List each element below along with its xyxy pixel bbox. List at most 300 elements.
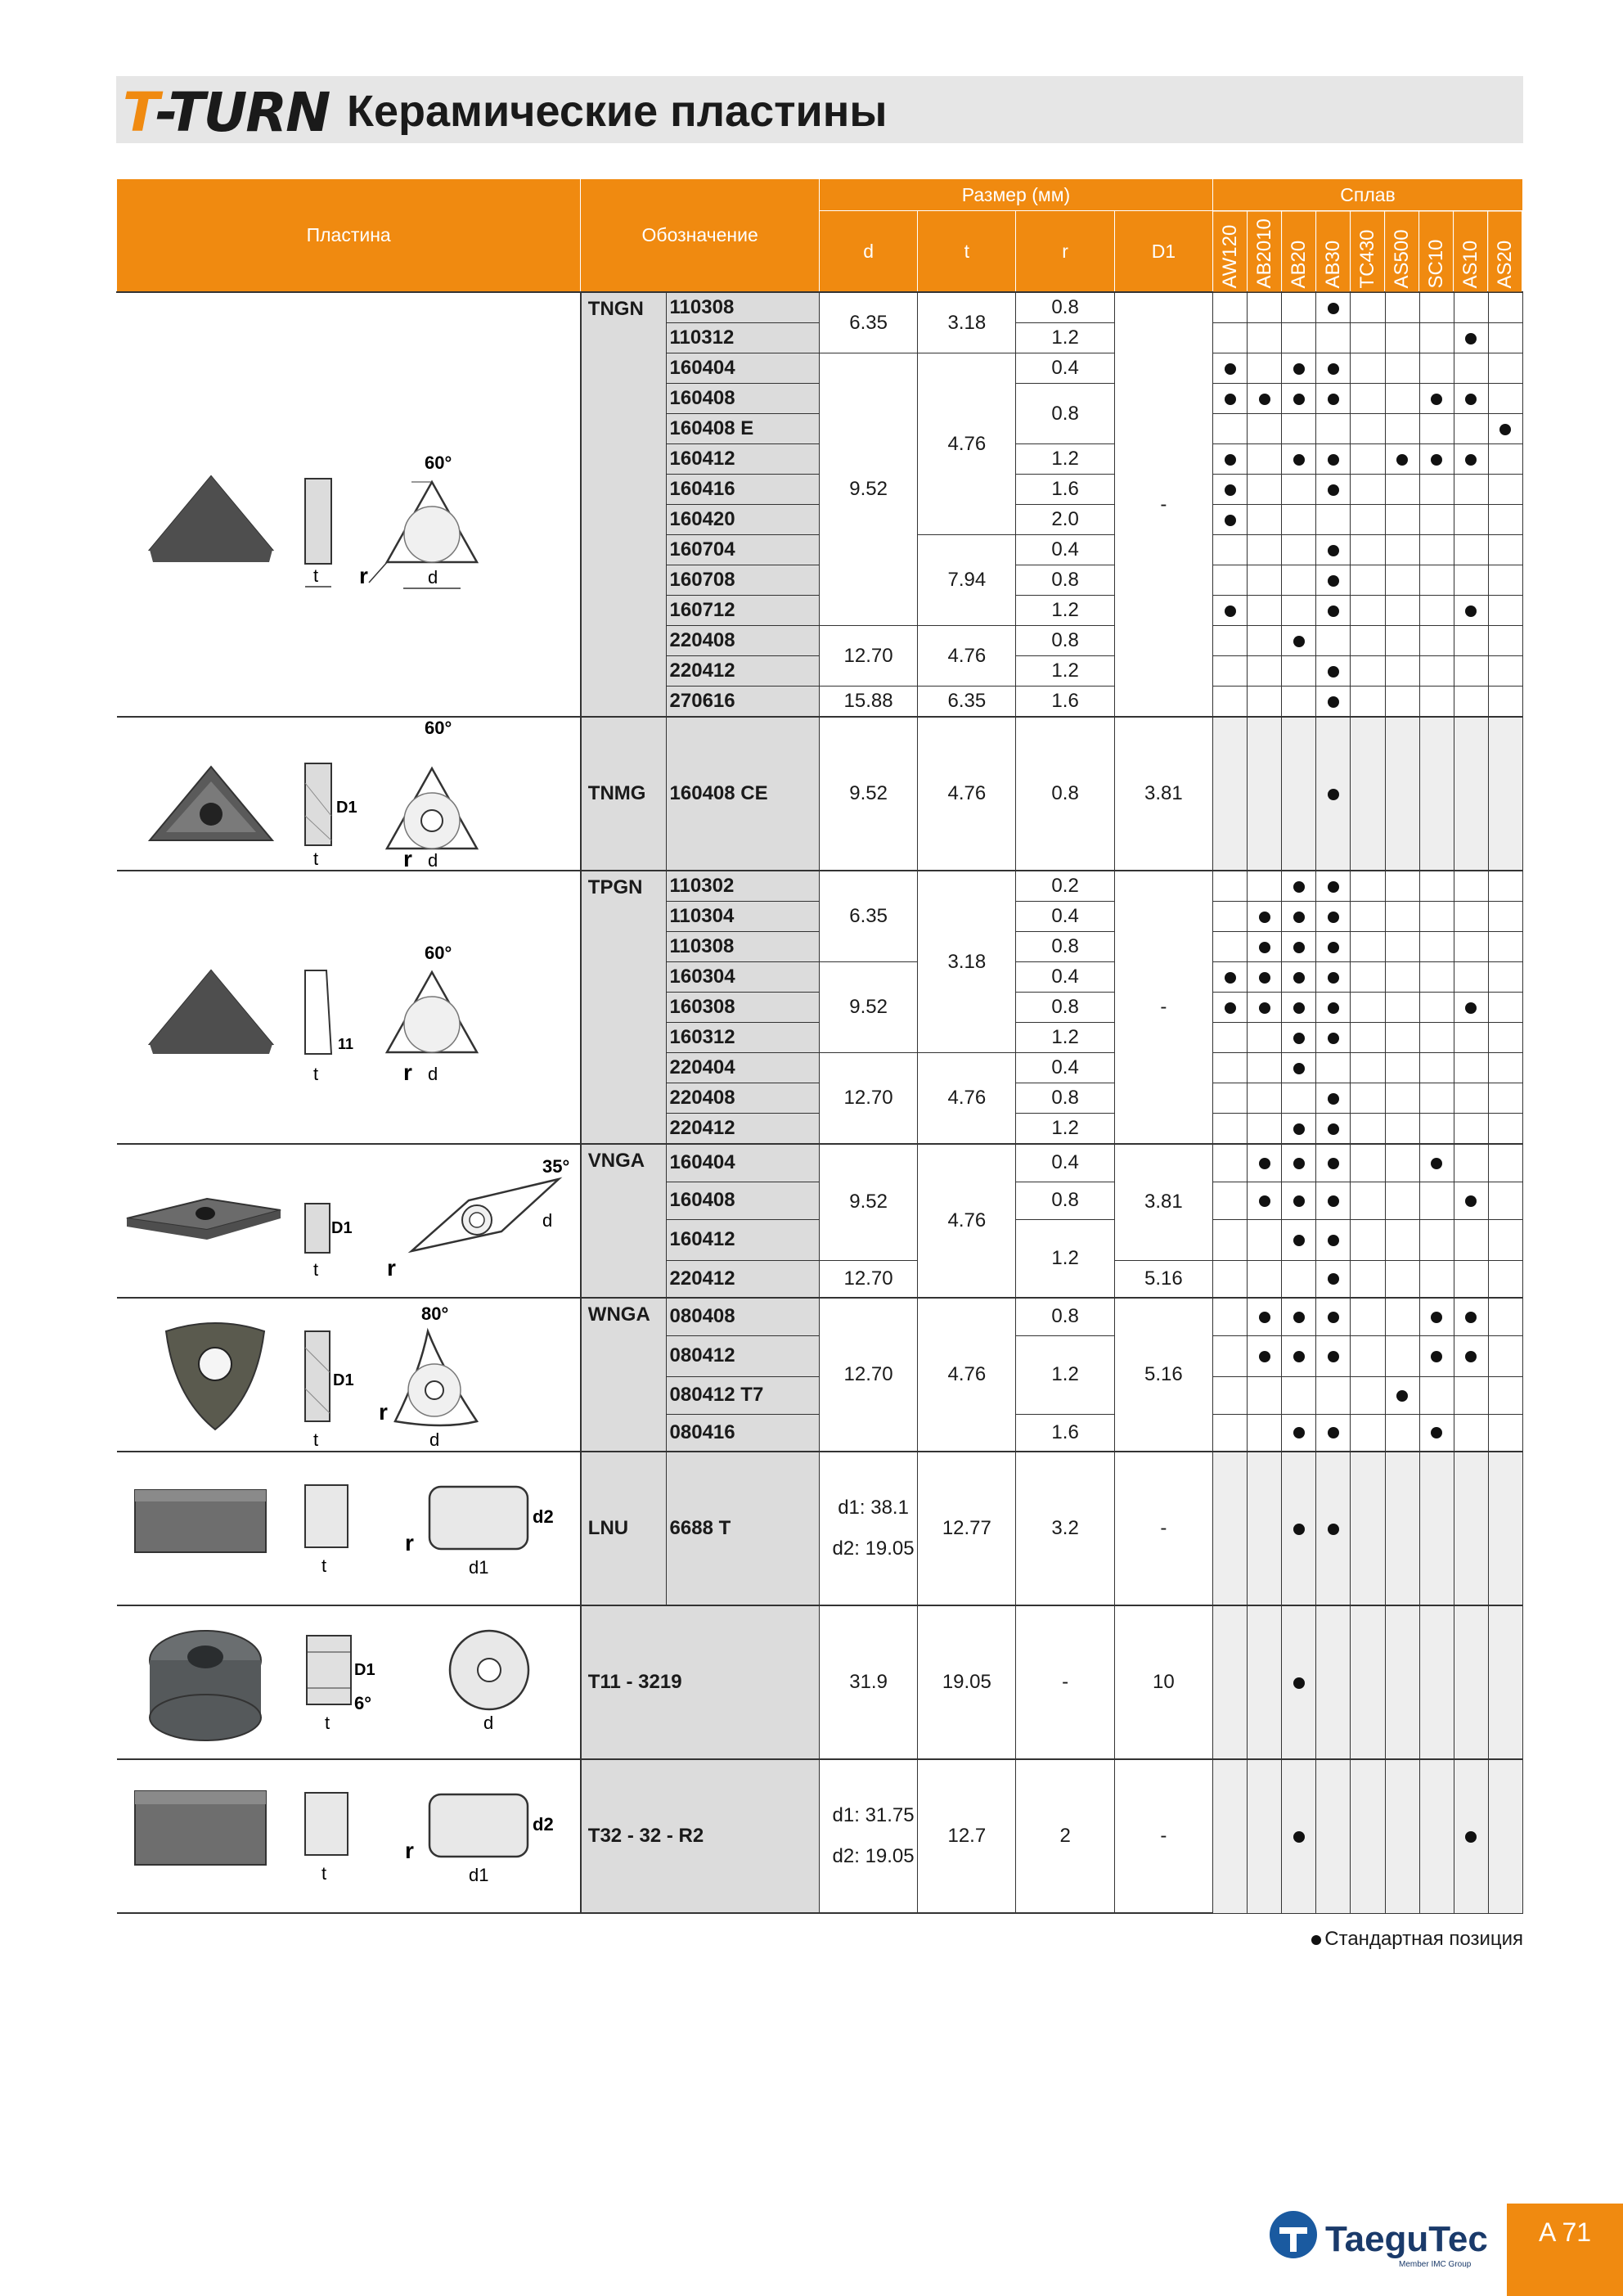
page-title: Керамические пластины [347,87,888,136]
standard-dot-icon [1328,789,1339,800]
alloy-cell [1419,1053,1454,1083]
family-name: TNMG [581,717,666,871]
alloy-cell [1351,475,1385,505]
cell-r: 1.2 [1016,1114,1114,1145]
page-number: A 71 [1507,2204,1623,2296]
alloy-cell [1351,1182,1385,1219]
alloy-cell [1385,414,1419,444]
alloy-cell [1213,414,1248,444]
alloy-cell [1385,902,1419,932]
standard-dot-icon [1431,1351,1442,1362]
alloy-cell [1351,962,1385,993]
alloy-cell [1282,1376,1316,1414]
alloy-cell [1248,656,1282,687]
alloy-cell [1488,323,1522,353]
alloy-cell [1316,902,1351,932]
angle-label: 80° [420,1303,448,1324]
cell-d1: d1: 38.1 [838,1497,909,1519]
standard-dot-icon [1465,1002,1477,1014]
alloy-cell [1488,565,1522,596]
standard-dot-icon [1499,424,1511,435]
alloy-cell [1488,353,1522,384]
alloy-cell [1316,596,1351,626]
standard-dot-icon [1259,394,1270,405]
alloy-cell [1351,596,1385,626]
alloy-cell [1419,1759,1454,1913]
alloy-cell [1282,1298,1316,1335]
standard-dot-icon [1311,1935,1321,1945]
alloy-cell [1316,1053,1351,1083]
alloy-cell [1419,1335,1454,1376]
cell-r: 1.6 [1016,687,1114,718]
cell-t: 12.7 [918,1759,1016,1913]
standard-dot-icon [1293,1235,1305,1246]
alloy-cell [1385,323,1419,353]
standard-dot-icon [1293,972,1305,984]
t32-drawing [117,1759,581,1913]
alloy-cell [1316,1452,1351,1605]
alloy-cell [1213,902,1248,932]
alloy-cell [1454,717,1488,871]
insert-code: T11 - 3219 [581,1605,820,1759]
standard-dot-icon [1293,1033,1305,1044]
alloy-cell [1419,596,1454,626]
standard-dot-icon [1328,912,1339,923]
alloy-cell [1248,565,1282,596]
standard-dot-icon [1225,515,1236,526]
cell-r: 2 [1016,1759,1114,1913]
alloy-cell [1248,1260,1282,1298]
standard-dot-icon [1328,1273,1339,1285]
alloy-cell [1488,656,1522,687]
standard-dot-icon [1259,972,1270,984]
alloy-cell [1419,962,1454,993]
insert-code: 160408 E [666,414,819,444]
alloy-cell [1351,1376,1385,1414]
alloy-cell [1488,505,1522,535]
cell-d [819,1759,917,1913]
alloy-cell [1213,1219,1248,1260]
alloy-cell [1385,1023,1419,1053]
t-label: t [312,1064,318,1084]
alloy-cell [1488,932,1522,962]
standard-dot-icon [1293,912,1305,923]
alloy-cell [1488,1053,1522,1083]
d-label: d [427,1064,438,1084]
alloy-cell [1248,1182,1282,1219]
angle-label: 60° [424,943,452,963]
family-name: VNGA [581,1144,666,1298]
alloy-cell [1385,1053,1419,1083]
family-name: TPGN [581,871,666,1144]
cell-t: 4.76 [918,717,1016,871]
alloy-cell [1351,1144,1385,1182]
alloy-cell [1248,475,1282,505]
alloy-cell [1351,1335,1385,1376]
standard-dot-icon [1259,1002,1270,1014]
alloy-cell [1248,444,1282,475]
cell-D1: - [1114,292,1212,717]
alloy-cell [1385,626,1419,656]
col-D1: D1 [1114,211,1212,293]
alloy-cell [1454,1260,1488,1298]
brand-logo [123,82,335,153]
alloy-cell [1454,871,1488,902]
alloy-cell [1385,1414,1419,1452]
insert-code: 160416 [666,475,819,505]
insert-code: 160312 [666,1023,819,1053]
alloy-cell [1419,565,1454,596]
alloy-cell [1351,993,1385,1023]
tnmg-drawing [117,717,581,871]
alloy-cell [1248,353,1282,384]
cell-d [819,1452,917,1605]
ceramic-inserts-table [116,178,1523,1914]
alloy-cell [1419,353,1454,384]
alloy-cell [1282,1182,1316,1219]
standard-dot-icon [1465,454,1477,466]
alloy-cell [1248,932,1282,962]
col-designation: Обозначение [581,179,820,293]
standard-dot-icon [1328,696,1339,708]
col-size-group: Размер (мм) [819,179,1212,211]
alloy-cell [1351,535,1385,565]
alloy-cell [1282,626,1316,656]
r-label: r [358,562,368,588]
alloy-cell [1316,1260,1351,1298]
alloy-cell [1385,871,1419,902]
alloy-cell [1419,414,1454,444]
cell-d: 12.70 [819,1260,917,1298]
insert-code: 160408 [666,1182,819,1219]
alloy-cell [1213,871,1248,902]
standard-dot-icon [1328,942,1339,953]
t-label: t [321,1555,326,1576]
alloy-cell [1351,1298,1385,1335]
standard-dot-icon [1328,1002,1339,1014]
alloy-cell [1351,1083,1385,1114]
alloy-cell [1282,1083,1316,1114]
alloy-cell [1213,1605,1248,1759]
alloy-cell [1248,535,1282,565]
insert-code: 270616 [666,687,819,718]
r-label: r [402,846,412,870]
svg-text:-TURN: -TURN [155,82,330,141]
r-label: r [402,1060,412,1085]
insert-code: 110308 [666,932,819,962]
alloy-cell [1419,1376,1454,1414]
D1-label: D1 [330,1219,353,1237]
alloy-cell [1454,565,1488,596]
cell-r: 0.4 [1016,1144,1114,1182]
alloy-cell [1316,1083,1351,1114]
svg-text:T: T [123,82,159,141]
insert-code: 220412 [666,1114,819,1145]
alloy-cell [1351,1114,1385,1145]
alloy-cell [1454,414,1488,444]
alloy-cell [1248,1335,1282,1376]
cell-d: 15.88 [819,687,917,718]
alloy-cell [1316,993,1351,1023]
alloy-cell [1419,902,1454,932]
col-alloy: SC10 [1419,211,1454,293]
col-plate: Пластина [117,179,581,293]
alloy-cell [1351,505,1385,535]
alloy-cell [1488,1605,1522,1759]
insert-code: 080412 [666,1335,819,1376]
rectangular-block-insert-icon [117,1760,575,1912]
alloy-cell [1488,1182,1522,1219]
cell-d: 12.70 [819,1053,917,1145]
standard-dot-icon [1328,1235,1339,1246]
r-label: r [386,1255,396,1281]
alloy-cell [1316,1182,1351,1219]
r-label: r [404,1530,414,1555]
family-name: TNGN [581,292,666,717]
alloy-cell [1454,596,1488,626]
alloy-cell [1213,384,1248,414]
standard-dot-icon [1465,1195,1477,1207]
standard-dot-icon [1465,1312,1477,1323]
t-turn-logo-icon [123,82,335,141]
alloy-cell [1419,993,1454,1023]
standard-dot-icon [1465,394,1477,405]
insert-code: 160308 [666,993,819,1023]
col-alloy: AS20 [1488,211,1522,293]
cell-t: 3.18 [918,871,1016,1053]
cell-t: 6.35 [918,687,1016,718]
alloy-cell [1488,444,1522,475]
alloy-cell [1454,1298,1488,1335]
standard-dot-icon [1465,1831,1477,1843]
standard-dot-icon [1328,363,1339,375]
alloy-cell [1454,1335,1488,1376]
alloy-cell [1282,1605,1316,1759]
alloy-cell [1419,656,1454,687]
alloy-cell [1213,1260,1248,1298]
lnu-drawing [117,1452,581,1605]
alloy-cell [1248,871,1282,902]
alloy-cell [1419,1114,1454,1145]
alloy-cell [1488,1452,1522,1605]
alloy-cell [1488,1414,1522,1452]
alloy-cell [1213,353,1248,384]
rhombic-insert-icon [117,1145,575,1297]
standard-dot-icon [1225,606,1236,617]
alloy-cell [1248,902,1282,932]
insert-code: 220408 [666,626,819,656]
t-label: t [324,1713,330,1733]
side-angle-label: 6° [353,1693,371,1713]
alloy-cell [1454,1414,1488,1452]
standard-dot-icon [1328,303,1339,314]
round-insert-icon [117,1606,575,1758]
alloy-cell [1454,444,1488,475]
cell-D1: - [1114,871,1212,1144]
standard-dot-icon [1259,1195,1270,1207]
insert-code: 160412 [666,1219,819,1260]
alloy-cell [1282,717,1316,871]
standard-dot-icon [1293,1427,1305,1438]
alloy-cell [1385,535,1419,565]
cell-r: 1.6 [1016,475,1114,505]
standard-dot-icon [1293,394,1305,405]
t-label: t [312,1259,318,1280]
alloy-cell [1419,717,1454,871]
alloy-cell [1282,475,1316,505]
alloy-cell [1351,1219,1385,1260]
alloy-cell [1454,1053,1488,1083]
alloy-cell [1351,353,1385,384]
d-label: d [542,1210,552,1231]
legend [1311,1928,1523,1951]
standard-dot-icon [1293,1677,1305,1689]
alloy-cell [1488,1114,1522,1145]
alloy-cell [1351,1605,1385,1759]
standard-dot-icon [1293,1312,1305,1323]
standard-dot-icon [1328,1524,1339,1535]
alloy-cell [1454,687,1488,718]
alloy-cell [1316,353,1351,384]
cell-t: 7.94 [918,535,1016,626]
alloy-cell [1213,1414,1248,1452]
alloy-cell [1385,1452,1419,1605]
standard-dot-icon [1259,1312,1270,1323]
standard-dot-icon [1225,394,1236,405]
alloy-cell [1316,871,1351,902]
alloy-cell [1282,1023,1316,1053]
alloy-cell [1419,1219,1454,1260]
alloy-cell [1248,626,1282,656]
alloy-cell [1488,1144,1522,1182]
cell-r: 0.4 [1016,353,1114,384]
t-label: t [312,1429,318,1450]
cell-r: 1.2 [1016,656,1114,687]
triangle-positive-insert-icon [117,872,575,1142]
d-label: d [427,566,438,588]
alloy-cell [1213,323,1248,353]
alloy-cell [1213,1335,1248,1376]
alloy-cell [1488,475,1522,505]
standard-dot-icon [1259,1158,1270,1169]
alloy-cell [1488,1083,1522,1114]
alloy-cell [1454,932,1488,962]
alloy-cell [1419,475,1454,505]
alloy-cell [1385,353,1419,384]
alloy-cell [1316,1144,1351,1182]
alloy-cell [1419,626,1454,656]
standard-dot-icon [1293,881,1305,893]
alloy-cell [1385,687,1419,718]
alloy-cell [1282,1452,1316,1605]
alloy-cell [1248,414,1282,444]
tpgn-drawing [117,871,581,1144]
alloy-cell [1213,1053,1248,1083]
alloy-cell [1454,626,1488,656]
cell-r: 1.2 [1016,323,1114,353]
alloy-cell [1488,717,1522,871]
alloy-cell [1351,902,1385,932]
cell-d: 9.52 [819,962,917,1053]
col-alloy: AW120 [1213,211,1248,293]
standard-dot-icon [1328,1427,1339,1438]
alloy-cell [1213,962,1248,993]
alloy-cell [1351,1260,1385,1298]
insert-code: 110312 [666,323,819,353]
alloy-cell [1282,414,1316,444]
cell-r: 0.8 [1016,384,1114,444]
alloy-cell [1248,1144,1282,1182]
alloy-cell [1248,596,1282,626]
alloy-cell [1213,932,1248,962]
standard-dot-icon [1328,1093,1339,1105]
alloy-cell [1454,993,1488,1023]
alloy-cell [1248,1759,1282,1913]
alloy-cell [1282,656,1316,687]
alloy-cell [1488,535,1522,565]
alloy-cell [1351,292,1385,323]
alloy-cell [1454,475,1488,505]
alloy-cell [1419,444,1454,475]
alloy-cell [1248,1023,1282,1053]
alloy-cell [1488,993,1522,1023]
cell-d: 12.70 [819,626,917,687]
brand-name: TaeguTec [1325,2219,1488,2259]
insert-code: 160704 [666,535,819,565]
alloy-cell [1282,902,1316,932]
alloy-cell [1385,717,1419,871]
alloy-cell [1316,1219,1351,1260]
alloy-cell [1385,384,1419,414]
cell-r: 1.6 [1016,1414,1114,1452]
cell-r: 0.8 [1016,717,1114,871]
standard-dot-icon [1328,1351,1339,1362]
alloy-cell [1419,1414,1454,1452]
alloy-cell [1213,1023,1248,1053]
alloy-cell [1488,414,1522,444]
cell-d: 31.9 [819,1605,917,1759]
standard-dot-icon [1328,484,1339,496]
alloy-cell [1385,505,1419,535]
alloy-cell [1248,292,1282,323]
alloy-cell [1385,1260,1419,1298]
alloy-cell [1454,1144,1488,1182]
t-label: t [312,565,318,586]
alloy-cell [1282,292,1316,323]
cell-D1: - [1114,1759,1212,1913]
alloy-cell [1454,323,1488,353]
cell-r: 0.8 [1016,626,1114,656]
alloy-cell [1282,353,1316,384]
alloy-cell [1248,1452,1282,1605]
alloy-cell [1488,1260,1522,1298]
cell-t: 19.05 [918,1605,1016,1759]
standard-dot-icon [1328,972,1339,984]
alloy-cell [1248,1414,1282,1452]
alloy-cell [1316,292,1351,323]
alloy-cell [1351,1053,1385,1083]
alloy-cell [1385,1759,1419,1913]
alloy-cell [1248,1083,1282,1114]
alloy-cell [1213,1114,1248,1145]
cell-d: 9.52 [819,1144,917,1260]
alloy-cell [1316,535,1351,565]
standard-dot-icon [1225,972,1236,984]
standard-dot-icon [1293,1524,1305,1535]
standard-dot-icon [1431,394,1442,405]
insert-code: 160304 [666,962,819,993]
standard-dot-icon [1293,363,1305,375]
